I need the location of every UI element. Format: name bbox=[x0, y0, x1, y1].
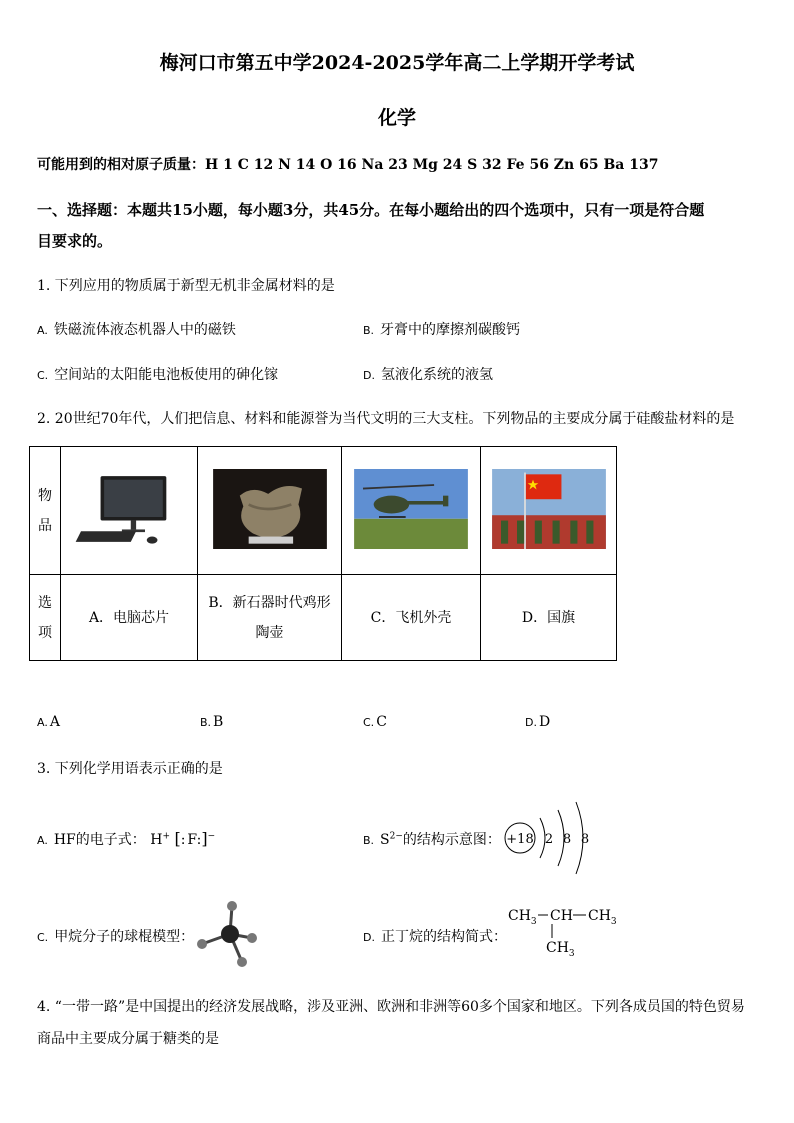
computer-image bbox=[65, 469, 193, 549]
q1-option-c: C. 空间站的太阳能电池板使用的砷化镓 bbox=[37, 367, 279, 383]
q2-answer-a: A. A bbox=[37, 714, 60, 730]
q3-option-b: B. $S^{2-}$的结构示意图： bbox=[363, 831, 501, 848]
q4-stem-line2: 商品中主要成分属于糖类的是 bbox=[37, 1031, 219, 1047]
q3-option-a: A. HF的电子式： H+ [:F:]− bbox=[37, 829, 216, 848]
q2-answer-b: B. B bbox=[200, 714, 224, 730]
q1-stem: 1. 下列应用的物质属于新型无机非金属材料的是 bbox=[37, 278, 335, 294]
hf-electron-formula: H+ [:F:]− bbox=[150, 829, 216, 848]
atomic-masses: 可能用到的相对原子质量：H 1 C 12 N 14 O 16 Na 23 Mg 24 S 32 Fe 56 Zn 65 Ba 137 bbox=[37, 157, 659, 173]
item-b-caption: B．新石器时代鸡形 陶壶 bbox=[198, 575, 342, 661]
q1-option-a: A. 铁磁流体液态机器人中的磁铁 bbox=[37, 322, 236, 338]
q2-items-table bbox=[29, 446, 617, 661]
shell-3-electrons: 8 bbox=[580, 832, 590, 847]
item-computer-cell bbox=[61, 447, 198, 575]
section-heading-line2: 目要求的。 bbox=[37, 232, 113, 250]
q3-option-d: D. 正丁烷的结构简式： bbox=[363, 929, 507, 945]
row-header-items: 物 品 bbox=[30, 447, 61, 575]
shell-1-electrons: 2 bbox=[544, 832, 554, 847]
exam-title: 梅河口市第五中学2024-2025学年高二上学期开学考试 bbox=[159, 52, 635, 74]
flag-image bbox=[485, 469, 613, 549]
item-a-caption: A．电脑芯片 bbox=[61, 575, 198, 661]
q1-option-b: B. 牙膏中的摩擦剂碳酸钙 bbox=[363, 322, 521, 338]
nucleus-charge: +18 bbox=[506, 832, 534, 847]
svg-text:CH: CH bbox=[550, 908, 573, 924]
sulfide-ion-structure-diagram bbox=[500, 800, 600, 876]
svg-text:CH3: $CH_3$ bbox=[588, 908, 617, 927]
q2-stem: 2. 20世纪70年代，人们把信息、材料和能源誉为当代文明的三大支柱。下列物品的主要成分属于硅酸盐材料的是 bbox=[37, 411, 735, 427]
item-c-caption: C．飞机外壳 bbox=[342, 575, 481, 661]
svg-text:CH3: $CH_3$ bbox=[546, 940, 575, 959]
item-d-caption: D．国旗 bbox=[481, 575, 617, 661]
helicopter-image bbox=[347, 469, 475, 549]
subject-title: 化学 bbox=[377, 107, 416, 129]
shell-2-electrons: 8 bbox=[562, 832, 572, 847]
methane-ball-stick-model bbox=[194, 898, 264, 970]
q2-answer-c: C. C bbox=[363, 714, 387, 730]
q3-option-c: C. 甲烷分子的球棍模型： bbox=[37, 929, 195, 945]
row-header-options: 选 项 bbox=[30, 575, 61, 661]
svg-text:CH3: $CH_3$ bbox=[508, 908, 537, 927]
pottery-image bbox=[206, 469, 334, 549]
item-pottery-cell bbox=[198, 447, 342, 575]
item-helicopter-cell bbox=[342, 447, 481, 575]
item-flag-cell bbox=[481, 447, 617, 575]
q2-answer-d: D. D bbox=[525, 714, 551, 730]
q1-option-d: D. 氢液化系统的液氢 bbox=[363, 367, 493, 383]
section-heading-line1: 一、选择题：本题共15小题，每小题3分，共45分。在每小题给出的四个选项中，只有一项是符合题 bbox=[37, 201, 705, 219]
butane-structure-formula bbox=[508, 902, 624, 964]
q3-stem: 3. 下列化学用语表示正确的是 bbox=[37, 761, 223, 777]
q4-stem-line1: 4. “一带一路”是中国提出的经济发展战略，涉及亚洲、欧洲和非洲等60多个国家和地区。下列各成员国的特色贸易 bbox=[37, 999, 745, 1015]
